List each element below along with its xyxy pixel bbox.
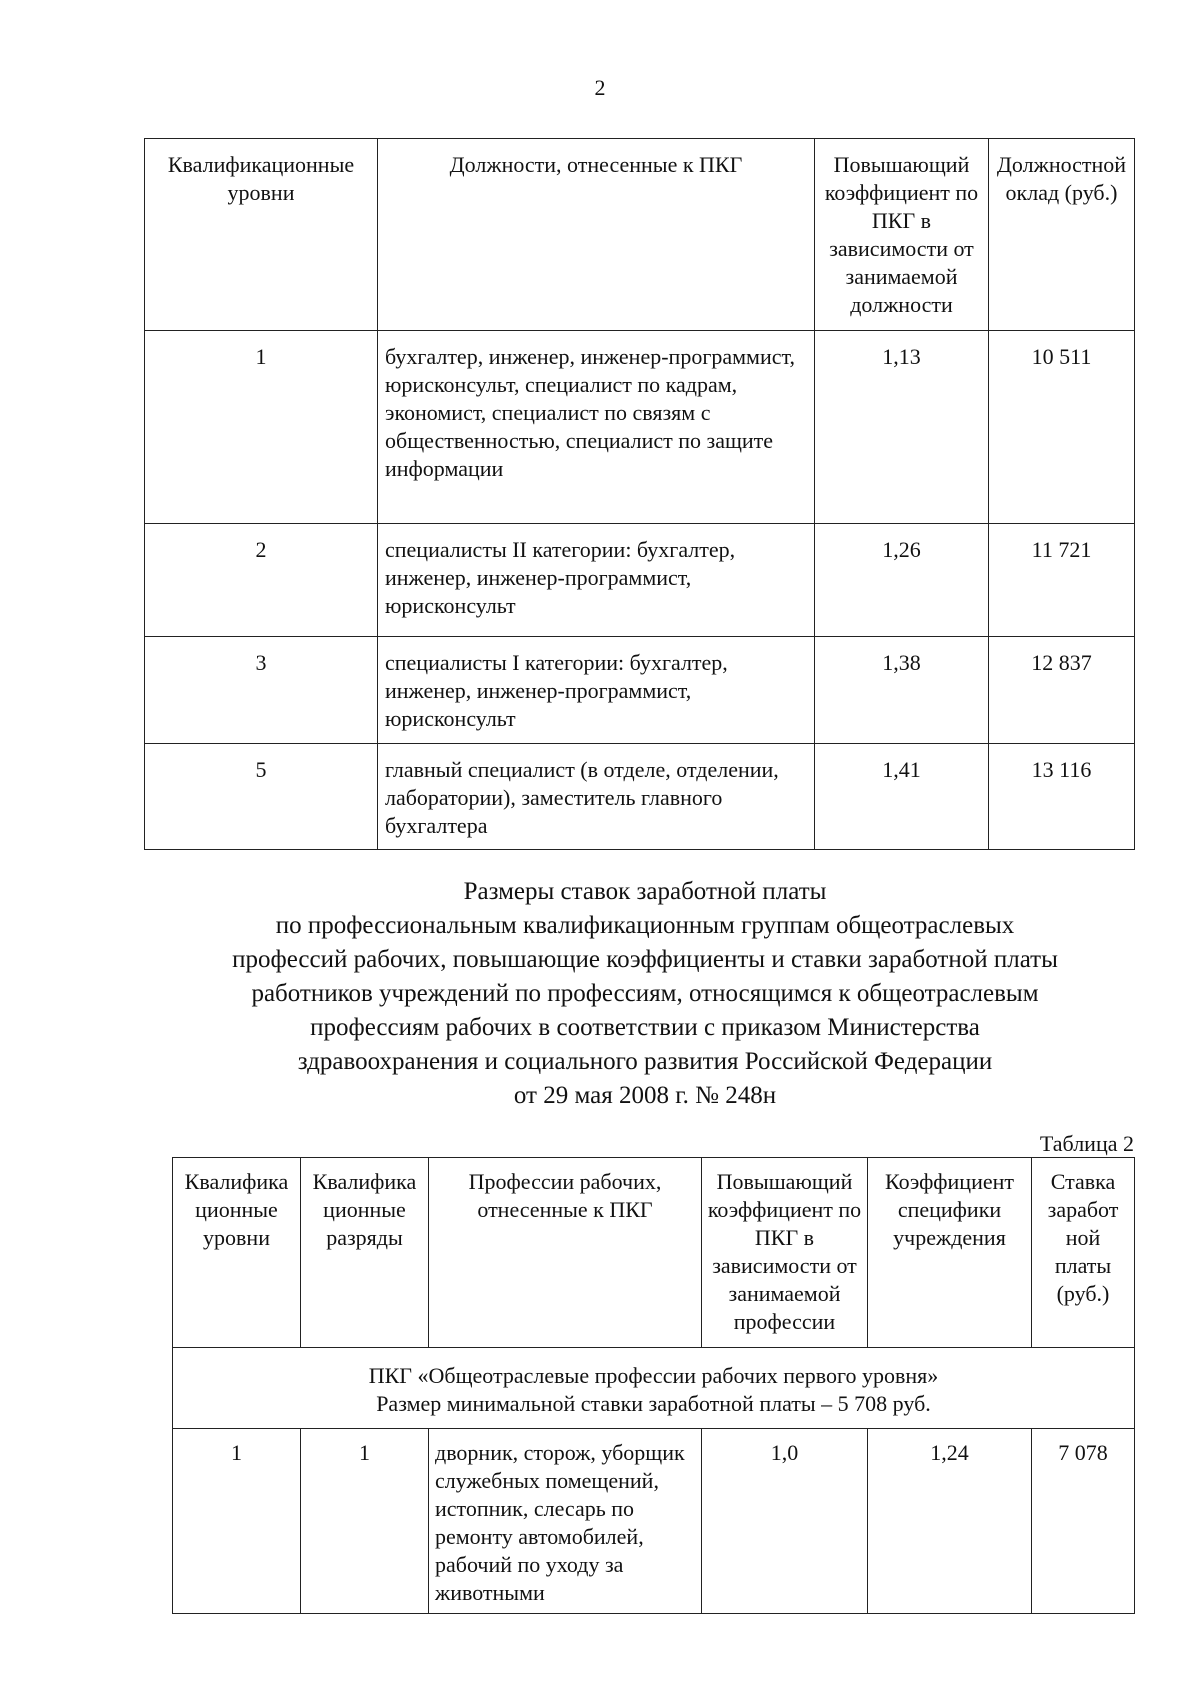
- positions-salary-table: [144, 138, 1135, 850]
- table-header-row: [173, 1158, 1135, 1348]
- cell-salary: 10 511: [989, 331, 1135, 524]
- workers-rates-table: [172, 1157, 1135, 1614]
- cell-positions: специалисты I категории: бухгалтер, инженер, инженер-программист, юрисконсульт: [378, 637, 815, 744]
- table-label: Таблица 2: [1039, 1131, 1134, 1156]
- cell-coefficient: 1,13: [815, 331, 989, 524]
- header-increasing-coefficient: Повышающий коэффициент по ПКГ в зависимости от занимаемой профессии: [702, 1158, 868, 1348]
- header-qualification-levels: Квалифика ционные уровни: [173, 1158, 301, 1348]
- group-cell: [173, 1348, 1135, 1429]
- header-institution-coefficient: Коэффициент специфики учреждения: [868, 1158, 1032, 1348]
- header-increasing-coefficient: Повышающий коэффициент по ПКГ в зависимости от занимаемой должности: [815, 139, 989, 331]
- cell-level: 1: [173, 1429, 301, 1614]
- cell-professions: дворник, сторож, уборщик служебных помещений, истопник, слесарь по ремонту автомобилей, рабочий по уходу за животными: [429, 1429, 702, 1614]
- table-header-row: [145, 139, 1135, 331]
- table-row: [145, 744, 1135, 850]
- section-title-line: Размеры ставок заработной платы: [463, 878, 827, 905]
- cell-coefficient: 1,41: [815, 744, 989, 850]
- cell-salary: 11 721: [989, 524, 1135, 637]
- section-title-line: профессиям рабочих в соответствии с приказом Министерства: [310, 1014, 980, 1041]
- cell-positions: специалисты II категории: бухгалтер, инженер, инженер-программист, юрисконсульт: [378, 524, 815, 637]
- cell-positions: главный специалист (в отделе, отделении, лаборатории), заместитель главного бухгалтера: [378, 744, 815, 850]
- cell-wage-rate: 7 078: [1032, 1429, 1135, 1614]
- section-title-line: профессий рабочих, повышающие коэффициенты и ставки заработной платы: [232, 946, 1058, 973]
- group-row: [173, 1348, 1135, 1429]
- table-row: [173, 1429, 1135, 1614]
- cell-coefficient: 1,26: [815, 524, 989, 637]
- table-row: [145, 331, 1135, 524]
- section-title: [0, 875, 1200, 1113]
- cell-level: 5: [145, 744, 378, 850]
- section-title-line: здравоохранения и социального развития Российской Федерации: [297, 1048, 993, 1075]
- cell-level: 2: [145, 524, 378, 637]
- cell-coefficient: 1,38: [815, 637, 989, 744]
- table-row: [145, 637, 1135, 744]
- cell-specific-coefficient: 1,24: [868, 1429, 1032, 1614]
- cell-salary: 13 116: [989, 744, 1135, 850]
- header-professions: Профессии рабочих, отнесенные к ПКГ: [429, 1158, 702, 1348]
- cell-positions: бухгалтер, инженер, инженер-программист, юрисконсульт, специалист по кадрам, экономист, специалист по связям с общественностью, специалист по защите информации: [378, 331, 815, 524]
- group-title: ПКГ «Общеотраслевые профессии рабочих первого уровня»: [368, 1363, 939, 1388]
- header-positions: Должности, отнесенные к ПКГ: [378, 139, 815, 331]
- table-row: [145, 524, 1135, 637]
- header-wage-rate: Ставка заработ ной платы (руб.): [1032, 1158, 1135, 1348]
- section-title-line: по профессиональным квалификационным группам общеотраслевых: [275, 912, 1015, 939]
- section-title-line: работников учреждений по профессиям, относящимся к общеотраслевым: [251, 980, 1039, 1007]
- header-salary: Должностной оклад (руб.): [989, 139, 1135, 331]
- cell-salary: 12 837: [989, 637, 1135, 744]
- header-qualification-grades: Квалифика ционные разряды: [301, 1158, 429, 1348]
- cell-grade: 1: [301, 1429, 429, 1614]
- group-min-rate: Размер минимальной ставки заработной платы – 5 708 руб.: [376, 1391, 931, 1416]
- cell-level: 1: [145, 331, 378, 524]
- section-title-line: от 29 мая 2008 г. № 248н: [513, 1082, 777, 1109]
- header-qualification-levels: Квалификационные уровни: [145, 139, 378, 331]
- cell-level: 3: [145, 637, 378, 744]
- page-number: 2: [594, 75, 606, 100]
- cell-coefficient: 1,0: [702, 1429, 868, 1614]
